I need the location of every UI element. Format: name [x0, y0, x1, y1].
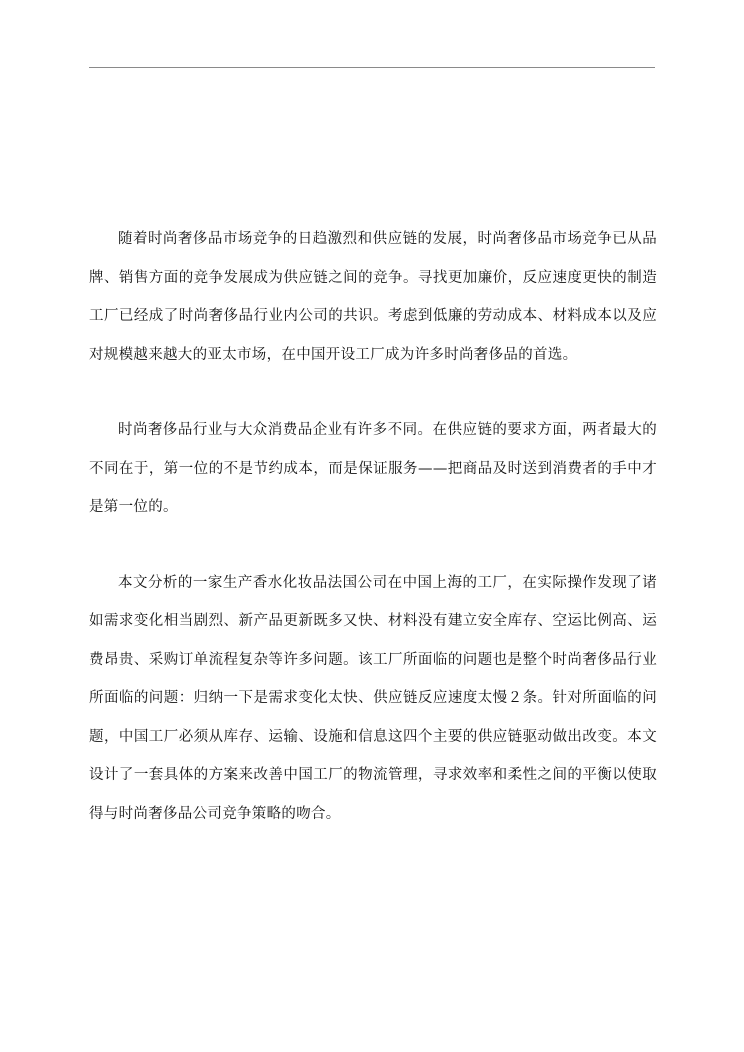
paragraph-1: 随着时尚奢侈品市场竞争的日趋激烈和供应链的发展，时尚奢侈品市场竞争已从品牌、销售方面的竞争发展成为供应链之间的竞争。寻找更加廉价，反应速度更快的制造工厂已经成了时尚奢侈品行业内公司的共识。考虑到低廉的劳动成本、材料成本以及应对规模越来越大的亚太市场，在中国开设工厂成为许多时尚奢侈品的首选。	[89, 231, 657, 363]
document-body	[89, 220, 657, 833]
header-rule	[89, 67, 655, 68]
paragraph-3: 本文分析的一家生产香水化妆品法国公司在中国上海的工厂，在实际操作发现了诸如需求变化相当剧烈、新产品更新既多又快、材料没有建立安全库存、空运比例高、运费昂贵、采购订单流程复杂等许多问题。该工厂所面临的问题也是整个时尚奢侈品行业所面临的问题：归纳一下是需求变化太快、供应链反应速度太慢２条。针对所面临的问题，中国工厂必须从库存、运输、设施和信息这四个主要的供应链驱动做出改变。本文设计了一套具体的方案来改善中国工厂的物流管理，寻求效率和柔性之间的平衡以使取得与时尚奢侈品公司竞争策略的吻合。	[89, 574, 657, 822]
paragraph-2: 时尚奢侈品行业与大众消费品企业有许多不同。在供应链的要求方面，两者最大的不同在于，第一位的不是节约成本，而是保证服务——把商品及时送到消费者的手中才是第一位的。	[89, 422, 657, 515]
